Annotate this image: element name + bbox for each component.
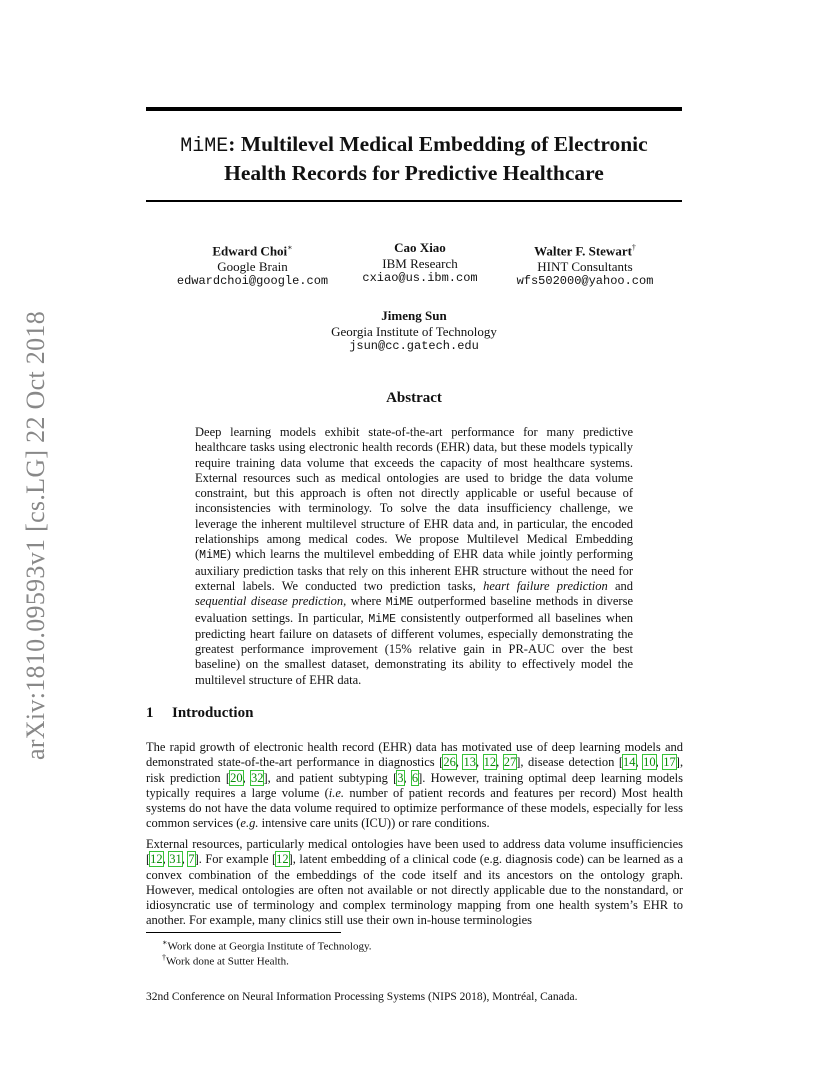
arxiv-sidebar-id: arXiv:1810.09593v1 [cs.LG] 22 Oct 2018	[21, 311, 50, 760]
citation-link[interactable]: 10	[643, 755, 656, 770]
citation-link[interactable]: 26	[443, 755, 456, 770]
section-title: Introduction	[172, 705, 254, 721]
abstract-heading: Abstract	[386, 390, 442, 406]
author-affiliation: Google Brain	[217, 258, 288, 274]
author-email: jsun@cc.gatech.edu	[349, 339, 479, 353]
footnote-1: ∗Work done at Georgia Institute of Technology.	[162, 938, 372, 953]
citation-link[interactable]: 7	[188, 852, 195, 867]
citation-link[interactable]: 31	[169, 852, 182, 867]
title-bottom-rule	[146, 200, 682, 202]
paper-title	[146, 131, 682, 187]
author-mark: †	[631, 243, 636, 252]
footnote-rule	[146, 932, 341, 933]
author-affiliation: Georgia Institute of Technology	[331, 323, 497, 339]
author-affiliation: HINT Consultants	[537, 258, 633, 274]
intro-paragraph-2: External resources, particularly medical ontologies have been used to address data volume insufficiencies [12, 31, 7]. For example [12], latent embedding of a clinical code (e.g. diagnosis code) can be learned as a convex combination of the embeddings of the code itself and its ancestors on the ontology graph. However, medical ontologies are often not available or not directly applicable due to the nonstandard, or idiosyncratic use of terminology and complex terminology mapping from one health system’s EHR to another. For example, many clinics still use their own in-house terminologies	[146, 837, 684, 928]
citation-link[interactable]: 27	[503, 755, 517, 770]
author-email: wfs502000@yahoo.com	[516, 274, 654, 289]
abstract-body: Deep learning models exhibit state-of-the-art performance for many predictive healthcare tasks using electronic health records (EHR) data, but these models typically require training data volume that exceeds the capacity of most healthcare systems. External resources such as medical ontologies are used to bridge the data volume constraint, but this approach is often not directly applicable or useful because of inconsistencies with terminology. To solve the data insufficiency challenge, we leverage the inherent multilevel structure of EHR data and, in particular, the encoded relationships among medical codes. We propose Multilevel Medical Embedding (MiME) which learns the multilevel embedding of EHR data while jointly performing auxiliary prediction tasks that rely on this inherent EHR structure without the need for external labels. We conducted two prediction tasks, heart failure prediction and sequential disease prediction, where MiME outperformed baseline methods in diverse evaluation settings. In particular, MiME consistently outperformed all baselines when predicting heart failure on datasets of different volumes, especially demonstrating the greatest performance improvement (15% relative gain in PR-AUC over the best baseline) on the smallest dataset, demonstrating its ability to effectively model the multilevel structure of EHR data.	[195, 425, 634, 687]
citation-link[interactable]: 17	[663, 755, 676, 770]
footnote-2: †Work done at Sutter Health.	[162, 953, 289, 968]
author-name: Walter F. Stewart	[534, 243, 632, 259]
section-heading-introduction	[146, 705, 253, 722]
citation-link[interactable]: 12	[276, 852, 289, 867]
author-mark: ∗	[287, 243, 293, 252]
citation-link[interactable]: 32	[250, 770, 264, 785]
author-block-4	[314, 308, 514, 355]
citation-link[interactable]: 12	[483, 755, 497, 770]
citation-link[interactable]: 13	[463, 755, 476, 770]
citation-link[interactable]: 20	[230, 770, 243, 785]
author-name: Cao Xiao	[394, 240, 446, 255]
author-email: edwardchoi@google.com	[176, 274, 329, 289]
title-line2: Health Records for Predictive Healthcare	[224, 161, 604, 185]
section-number: 1	[146, 705, 154, 721]
author-block-3	[500, 240, 670, 290]
citation-link[interactable]: 14	[623, 755, 636, 770]
citation-link[interactable]: 12	[150, 852, 163, 867]
citation-link[interactable]: 6	[411, 770, 419, 785]
title-line1: : Multilevel Medical Embedding of Electronic	[228, 132, 648, 156]
author-block-1	[160, 240, 345, 290]
author-name: Edward Choi	[212, 243, 288, 259]
author-affiliation: IBM Research	[382, 255, 458, 271]
author-name: Jimeng Sun	[381, 308, 447, 323]
author-email: cxiao@us.ibm.com	[362, 271, 478, 285]
title-mono-name: MiME	[180, 135, 229, 158]
intro-paragraph-1: The rapid growth of electronic health record (EHR) data has motivated use of deep learning models and demonstrated state-of-the-art performance in diagnostics [26, 13, 12, 27], disease detection [14, 10, 17], risk prediction [20, 32], and patient subtyping [3, 6]. However, training optimal deep learning models typically requires a large volume (i.e. number of patient records and features per record) Most health systems do not have the data volume required to optimize performance of these models, especially for less common services (e.g. intensive care units (ICU)) or rare conditions.	[146, 740, 684, 831]
title-top-rule	[146, 107, 682, 111]
citation-link[interactable]: 3	[397, 770, 404, 785]
author-block-2	[340, 240, 500, 287]
conference-footer: 32nd Conference on Neural Information Processing Systems (NIPS 2018), Montréal, Canada.	[146, 991, 578, 1003]
